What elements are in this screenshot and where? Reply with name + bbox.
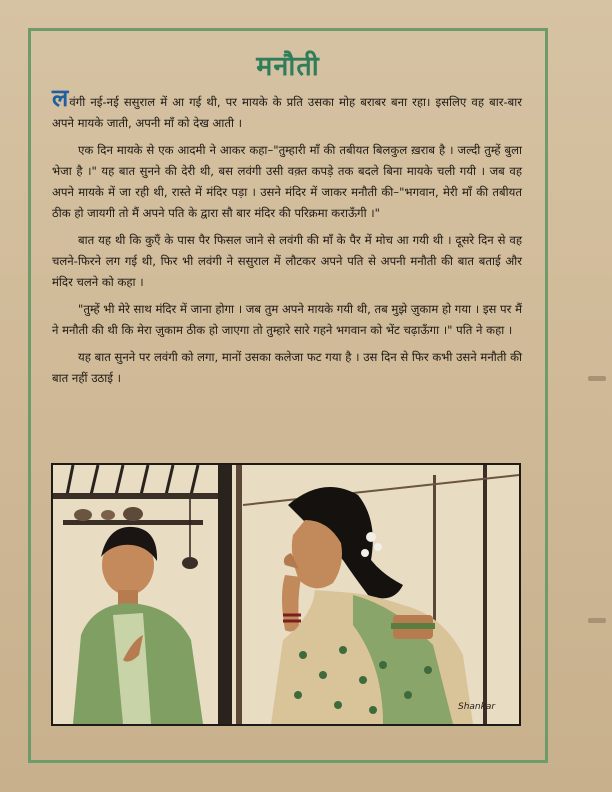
paragraph-2: एक दिन मायके से एक आदमी ने आकर कहा–"तुम्हारी माँ की तबीयत बिलकुल ख़राब है । जल्दी तुम्हें बुला भेजा है ।" यह बात सुनने की देरी थी, बस लवंगी उसी वक़्त कपड़े तक बदले बिना मायके चली गयी । जब वह अपने मायके में जा रही थी, रास्ते में मंदिर पड़ा । उसने मंदिर में जाकर मनौती की–"भगवान, मेरी माँ की तबीयत ठीक हो जायगी तो मैं अपने पति के द्वारा सौ बार मंदिर की परिक्रमा कराऊँगी ।": [52, 143, 522, 220]
artist-signature: Shankar: [458, 702, 496, 712]
story-body: [52, 84, 522, 395]
story-title: मनौती: [256, 51, 320, 82]
dropcap-letter: ल: [52, 84, 69, 112]
page-edge-mark-upper: [588, 376, 606, 381]
page-edge-mark-lower: [588, 618, 606, 623]
paragraph-1-text: वंगी नई-नई ससुराल में आ गई थी, पर मायके के प्रति उसका मोह बराबर बना रहा। इसलिए वह बार-बार अपने मायके जाती, अपनी माँ को देख आती ।: [52, 95, 522, 130]
paragraph-3: बात यह थी कि कुएँ के पास पैर फिसल जाने से लवंगी की माँ के पैर में मोच आ गयी थी । दूसरे दिन से वह चलने-फिरने लग गई थी, फिर भी लवंगी ने ससुराल में लौटकर अपने पति से अपनी मनौती की बात बताई और मंदिर चलने को कहा ।: [52, 233, 522, 289]
paragraph-1: [52, 84, 522, 134]
story-illustration: [51, 463, 521, 726]
paragraph-4: "तुम्हें भी मेरे साथ मंदिर में जाना होगा । जब तुम अपने मायके गयी थी, तब मुझे ज़ुकाम हो गया । इस पर मैं ने मनौती की थी कि मेरा ज़ुकाम ठीक हो जाएगा तो तुम्हारे सारे गहने भगवान को भेंट चढ़ाऊँगा ।" पति ने कहा ।: [52, 302, 522, 337]
illustration-drawing: [53, 465, 519, 724]
paragraph-5: यह बात सुनने पर लवंगी को लगा, मानों उसका कलेजा फट गया है । उस दिन से फिर कभी उसने मनौती की बात नहीं उठाई ।: [52, 350, 522, 385]
